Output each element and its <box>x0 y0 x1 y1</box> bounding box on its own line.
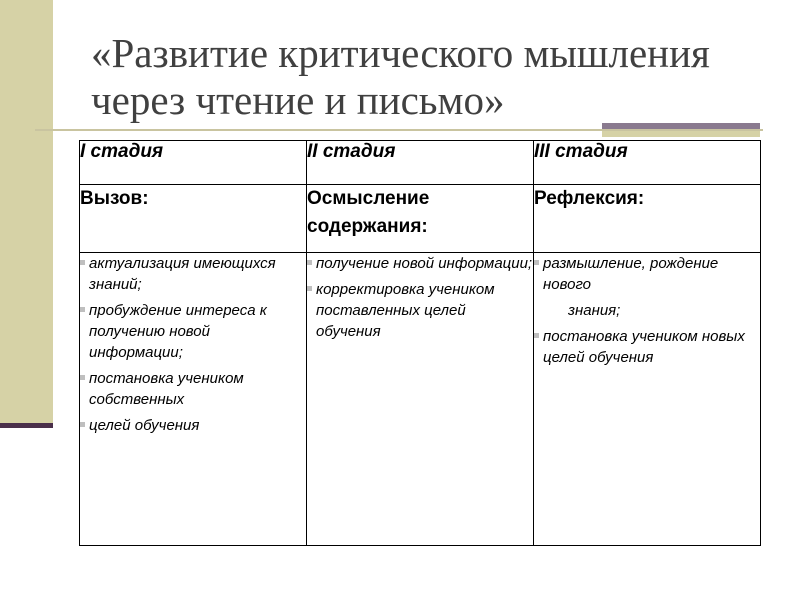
left-decor-bar <box>0 0 53 423</box>
stage-3-list <box>534 253 760 368</box>
left-decor-line <box>0 423 53 428</box>
stage-2-content <box>307 253 534 546</box>
accent-bar-purple <box>602 123 760 129</box>
list-item: актуализация имеющихся знаний; <box>80 253 306 295</box>
list-item: постановка учеником новых целей обучения <box>534 326 760 368</box>
header-stage-3: III стадия <box>534 141 761 185</box>
header-stage-2: II стадия <box>307 141 534 185</box>
list-item: корректировка учеником поставленных целей обучения <box>307 279 533 342</box>
stages-table <box>79 140 761 546</box>
subheader-row <box>80 185 761 253</box>
header-stage-1: I стадия <box>80 141 307 185</box>
subheader-reflection: Рефлексия: <box>534 185 761 253</box>
list-item: постановка учеником собственных <box>80 368 306 410</box>
stage-3-content <box>534 253 761 546</box>
stage-1-content <box>80 253 307 546</box>
list-item: размышление, рождение нового <box>534 253 760 295</box>
stage-1-list <box>80 253 306 436</box>
accent-bar-khaki <box>602 131 760 137</box>
list-item: знания; <box>568 302 621 319</box>
list-item: получение новой информации; <box>307 253 533 274</box>
subheader-comprehension: Осмысление содержания: <box>307 185 534 253</box>
list-item: целей обучения <box>80 415 306 436</box>
stage-2-list <box>307 253 533 342</box>
content-row <box>80 253 761 546</box>
slide-title: «Развитие критического мышления через чтение и письмо» <box>91 30 710 123</box>
list-item: пробуждение интереса к получению новой информации; <box>80 300 306 363</box>
subheader-challenge: Вызов: <box>80 185 307 253</box>
header-row <box>80 141 761 185</box>
